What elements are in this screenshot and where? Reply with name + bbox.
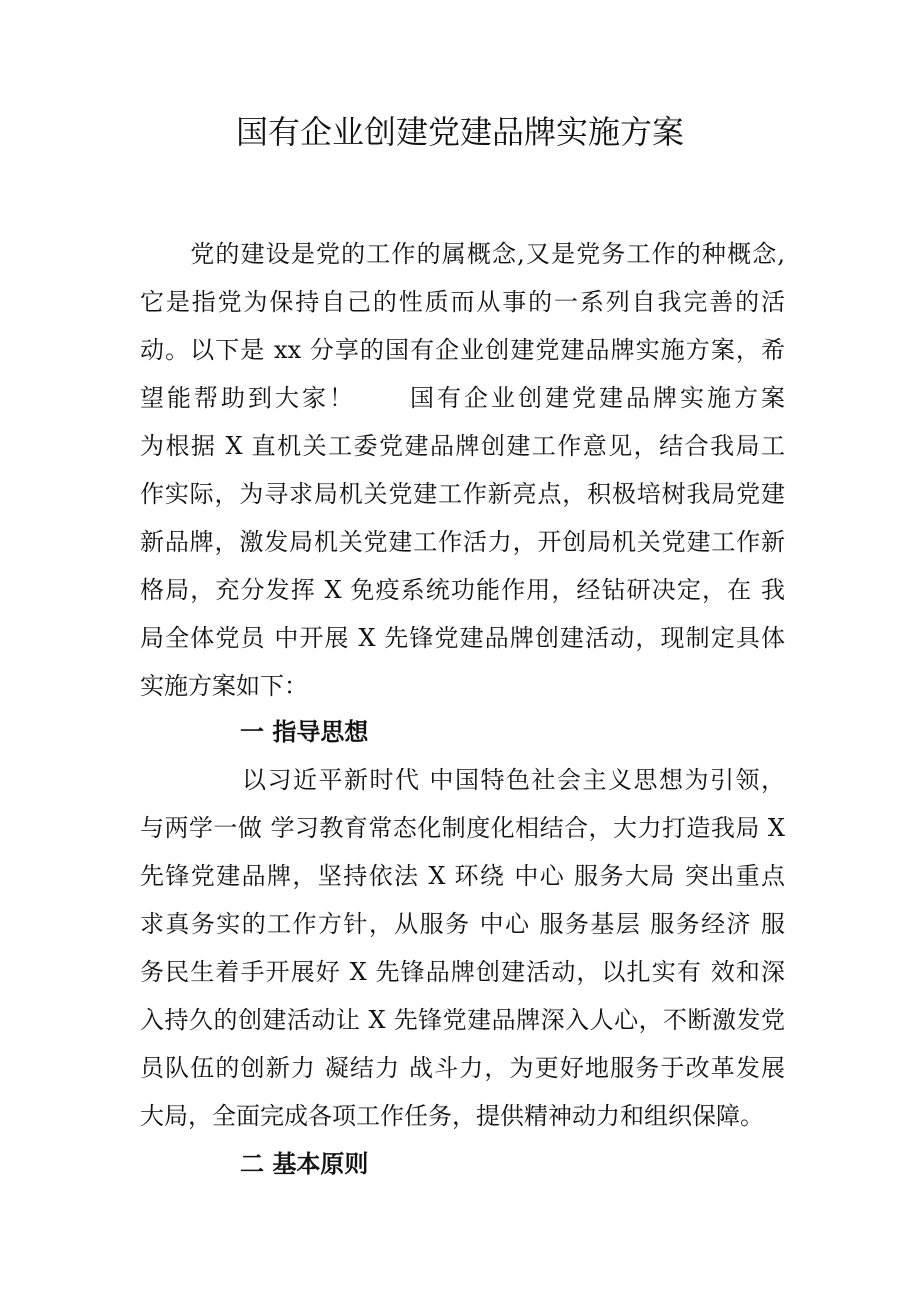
paragraph-line: 党的建设是党的工作的属概念,又是党务工作的种概念, — [140, 240, 785, 268]
paragraph-line: 入持久的创建活动让 X 先锋党建品牌深入人心，不断激发党 — [140, 1006, 785, 1034]
paragraph-line: 望能帮助到大家！ 国有企业创建党建品牌实施方案 — [140, 384, 785, 412]
guiding-thought-paragraph — [140, 756, 785, 1140]
paragraph-line: 它是指党为保持自己的性质而从事的一系列自我完善的活 — [140, 288, 785, 316]
document-title: 国有企业创建党建品牌实施方案 — [235, 113, 684, 151]
paragraph-line: 实施方案如下： — [140, 672, 308, 700]
paragraph-line: 员队伍的创新力 凝结力 战斗力，为更好地服务于改革发展 — [140, 1054, 785, 1082]
paragraph-line: 大局，全面完成各项工作任务，提供精神动力和组织保障。 — [140, 1102, 764, 1130]
paragraph-line: 动。以下是 xx 分享的国有企业创建党建品牌实施方案，希 — [140, 336, 785, 364]
section-heading-basic-principles: 二 基本原则 — [240, 1149, 369, 1178]
intro-paragraph — [140, 230, 785, 710]
paragraph-line: 以习近平新时代 中国特色社会主义思想为引领， — [140, 766, 785, 794]
paragraph-line: 求真务实的工作方针，从服务 中心 服务基层 服务经济 服 — [140, 910, 785, 938]
paragraph-line: 作实际，为寻求局机关党建工作新亮点，积极培树我局党建 — [140, 480, 785, 508]
paragraph-line: 与两学一做 学习教育常态化制度化相结合，大力打造我局 X — [140, 814, 785, 842]
paragraph-line: 先锋党建品牌，坚持依法 X 环绕 中心 服务大局 突出重点 — [140, 862, 785, 890]
paragraph-line: 格局，充分发挥 X 免疫系统功能作用，经钻研决定，在 我 — [140, 576, 785, 604]
paragraph-line: 务民生着手开展好 X 先锋品牌创建活动，以扎实有 效和深 — [140, 958, 785, 986]
paragraph-line: 局全体党员 中开展 X 先锋党建品牌创建活动，现制定具体 — [140, 624, 785, 652]
section-heading-guiding-thought: 一 指导思想 — [240, 717, 369, 746]
paragraph-line: 为根据 X 直机关工委党建品牌创建工作意见，结合我局工 — [140, 432, 785, 460]
paragraph-line: 新品牌，激发局机关党建工作活力，开创局机关党建工作新 — [140, 528, 785, 556]
